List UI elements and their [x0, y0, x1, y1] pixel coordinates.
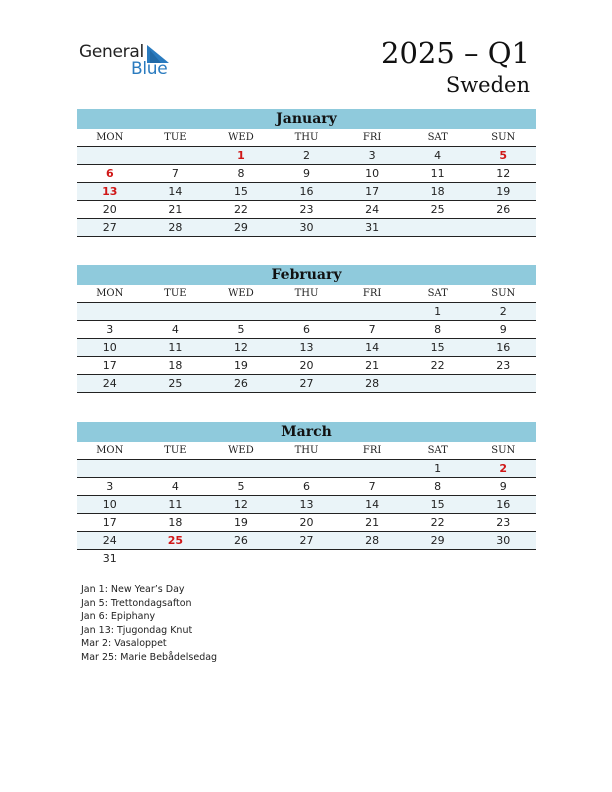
day-cell: 29 — [233, 221, 248, 234]
day-cell: 13 — [299, 341, 314, 354]
empty-day-cell — [208, 550, 274, 567]
day-cell: 13 — [102, 185, 118, 198]
weekday-label: THU — [294, 288, 319, 299]
day-cell: 31 — [102, 552, 117, 565]
weekday-label: TUE — [164, 288, 187, 299]
day-cell: 4 — [434, 149, 442, 162]
empty-day-cell — [339, 460, 405, 477]
day-cell: 5 — [237, 323, 245, 336]
day-cell: 30 — [496, 534, 511, 547]
day-cell: 4 — [171, 323, 179, 336]
week-row — [77, 478, 536, 496]
day-cell: 7 — [368, 480, 376, 493]
day-cell: 29 — [430, 534, 445, 547]
day-cell: 3 — [106, 480, 114, 493]
weekday-label: SUN — [491, 445, 516, 456]
day-cell: 9 — [499, 480, 507, 493]
holiday-note: Jan 5: Trettondagsafton — [81, 597, 192, 609]
empty-day-cell — [470, 219, 536, 236]
day-cell: 17 — [102, 359, 117, 372]
day-cell: 6 — [303, 323, 311, 336]
day-cell: 13 — [299, 498, 314, 511]
day-cell: 22 — [430, 516, 445, 529]
weekday-row — [77, 442, 536, 460]
empty-day-cell — [339, 303, 405, 320]
day-cell: 14 — [365, 498, 380, 511]
day-cell: 14 — [168, 185, 183, 198]
empty-day-cell — [208, 460, 274, 477]
day-cell: 26 — [496, 203, 511, 216]
day-cell: 18 — [168, 359, 183, 372]
week-row — [77, 460, 536, 478]
day-cell: 19 — [233, 516, 248, 529]
day-cell: 20 — [299, 516, 314, 529]
weekday-label: THU — [294, 132, 319, 143]
weekday-row — [77, 129, 536, 147]
day-cell: 5 — [499, 149, 508, 162]
weekday-label: TUE — [164, 445, 187, 456]
day-cell: 5 — [237, 480, 245, 493]
day-cell: 9 — [499, 323, 507, 336]
empty-day-cell — [143, 550, 209, 567]
week-row — [77, 201, 536, 219]
weekday-label: SAT — [427, 445, 448, 456]
empty-day-cell — [143, 460, 209, 477]
empty-day-cell — [274, 550, 340, 567]
day-cell: 16 — [496, 341, 511, 354]
week-row — [77, 532, 536, 550]
day-cell: 20 — [299, 359, 314, 372]
holiday-note: Mar 25: Marie Bebådelsedag — [81, 651, 218, 663]
week-row — [77, 183, 536, 201]
country-name: Sweden — [445, 73, 530, 97]
day-cell: 14 — [365, 341, 380, 354]
empty-day-cell — [143, 303, 209, 320]
day-cell: 11 — [168, 341, 183, 354]
day-cell: 2 — [303, 149, 311, 162]
week-row — [77, 339, 536, 357]
week-row — [77, 321, 536, 339]
day-cell: 21 — [365, 516, 380, 529]
day-cell: 28 — [168, 221, 183, 234]
day-cell: 8 — [434, 480, 442, 493]
holiday-notes — [81, 583, 217, 665]
day-cell: 1 — [434, 305, 442, 318]
day-cell: 20 — [102, 203, 117, 216]
holiday-note: Jan 1: New Year’s Day — [81, 584, 185, 595]
day-cell: 9 — [303, 167, 311, 180]
day-cell: 25 — [167, 534, 184, 547]
holiday-note: Mar 2: Vasaloppet — [81, 638, 167, 650]
day-cell: 3 — [368, 149, 376, 162]
day-cell: 15 — [430, 341, 445, 354]
day-cell: 12 — [233, 341, 248, 354]
empty-day-cell — [339, 550, 405, 567]
day-cell: 7 — [368, 323, 376, 336]
week-row — [77, 165, 536, 183]
day-cell: 28 — [365, 534, 380, 547]
week-row — [77, 357, 536, 375]
day-cell: 25 — [168, 377, 183, 390]
day-cell: 22 — [430, 359, 445, 372]
day-cell: 10 — [102, 498, 117, 511]
weekday-label: MON — [96, 445, 124, 456]
week-row — [77, 514, 536, 532]
page-title: 2025 – Q1 — [381, 36, 530, 70]
weekday-label: SAT — [427, 132, 448, 143]
day-cell: 18 — [168, 516, 183, 529]
logo — [79, 42, 189, 82]
day-cell: 21 — [365, 359, 380, 372]
day-cell: 12 — [233, 498, 248, 511]
month-header: February — [77, 265, 536, 285]
holiday-note: Jan 6: Epiphany — [81, 611, 156, 623]
week-row — [77, 375, 536, 393]
empty-day-cell — [77, 303, 143, 320]
logo-word-blue: Blue — [131, 59, 168, 79]
day-cell: 27 — [102, 221, 117, 234]
weekday-label: WED — [228, 445, 254, 456]
day-cell: 8 — [237, 167, 245, 180]
weekday-label: SUN — [491, 132, 516, 143]
holiday-note: Jan 13: Tjugondag Knut — [81, 624, 193, 636]
day-cell: 24 — [102, 377, 117, 390]
day-cell: 27 — [299, 377, 314, 390]
day-cell: 31 — [365, 221, 380, 234]
empty-day-cell — [274, 303, 340, 320]
empty-day-cell — [470, 375, 536, 392]
day-cell: 12 — [496, 167, 511, 180]
week-row — [77, 147, 536, 165]
day-cell: 23 — [496, 516, 511, 529]
day-cell: 8 — [434, 323, 442, 336]
weekday-label: WED — [228, 288, 254, 299]
weekday-label: FRI — [362, 445, 382, 456]
day-cell: 6 — [105, 167, 114, 180]
empty-day-cell — [208, 303, 274, 320]
weekday-label: TUE — [164, 132, 187, 143]
week-row — [77, 219, 536, 237]
day-cell: 28 — [365, 377, 380, 390]
day-cell: 26 — [233, 377, 248, 390]
empty-day-cell — [470, 550, 536, 567]
month-february — [77, 265, 536, 393]
day-cell: 7 — [171, 167, 179, 180]
weekday-label: MON — [96, 132, 124, 143]
day-cell: 19 — [496, 185, 511, 198]
empty-day-cell — [143, 147, 209, 164]
day-cell: 16 — [496, 498, 511, 511]
week-row — [77, 496, 536, 514]
weekday-label: MON — [96, 288, 124, 299]
day-cell: 23 — [496, 359, 511, 372]
month-march — [77, 422, 536, 567]
month-header: March — [77, 422, 536, 442]
day-cell: 19 — [233, 359, 248, 372]
empty-day-cell — [405, 219, 471, 236]
weekday-label: WED — [228, 132, 254, 143]
empty-day-cell — [77, 147, 143, 164]
day-cell: 11 — [430, 167, 445, 180]
day-cell: 2 — [499, 305, 507, 318]
month-january — [77, 109, 536, 237]
week-row — [77, 303, 536, 321]
day-cell: 30 — [299, 221, 314, 234]
day-cell: 27 — [299, 534, 314, 547]
day-cell: 24 — [102, 534, 117, 547]
logo-word-general: General — [79, 42, 144, 62]
day-cell: 6 — [303, 480, 311, 493]
day-cell: 2 — [499, 462, 508, 475]
empty-day-cell — [405, 550, 471, 567]
day-cell: 25 — [430, 203, 445, 216]
month-header: January — [77, 109, 536, 129]
day-cell: 3 — [106, 323, 114, 336]
day-cell: 10 — [102, 341, 117, 354]
empty-day-cell — [274, 460, 340, 477]
day-cell: 24 — [365, 203, 380, 216]
weekday-label: SUN — [491, 288, 516, 299]
day-cell: 4 — [171, 480, 179, 493]
day-cell: 1 — [237, 149, 245, 162]
day-cell: 22 — [233, 203, 248, 216]
empty-day-cell — [77, 460, 143, 477]
day-cell: 15 — [430, 498, 445, 511]
weekday-row — [77, 285, 536, 303]
day-cell: 26 — [233, 534, 248, 547]
weekday-label: THU — [294, 445, 319, 456]
day-cell: 10 — [365, 167, 380, 180]
day-cell: 21 — [168, 203, 183, 216]
weekday-label: FRI — [362, 132, 382, 143]
empty-day-cell — [405, 375, 471, 392]
day-cell: 1 — [434, 462, 442, 475]
day-cell: 17 — [102, 516, 117, 529]
day-cell: 11 — [168, 498, 183, 511]
day-cell: 23 — [299, 203, 314, 216]
day-cell: 18 — [430, 185, 445, 198]
day-cell: 16 — [299, 185, 314, 198]
weekday-label: FRI — [362, 288, 382, 299]
day-cell: 15 — [233, 185, 248, 198]
weekday-label: SAT — [427, 288, 448, 299]
day-cell: 17 — [365, 185, 380, 198]
week-row — [77, 550, 536, 567]
